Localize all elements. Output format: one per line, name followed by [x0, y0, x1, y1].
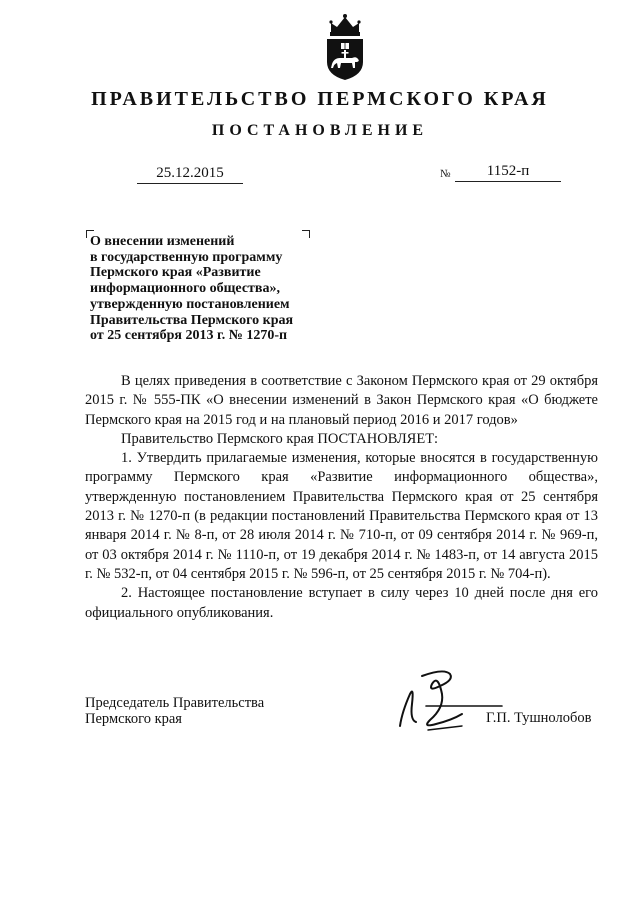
- signer-position-line-2: Пермского края: [85, 711, 182, 727]
- subject-line: утвержденную постановлением: [90, 296, 290, 312]
- coat-of-arms-icon: [322, 12, 368, 82]
- item-2-paragraph: 2. Настоящее постановление вступает в силу через 10 дней после дня его официального опубликования.: [85, 585, 598, 621]
- document-type: ПОСТАНОВЛЕНИЕ: [211, 122, 429, 139]
- item-1-paragraph: 1. Утвердить прилагаемые изменения, которые вносятся в государственную программу Пермского края «Развитие информационного общества», утвержденную постановлением Правительства Пермского края от 25 сентября 2013 г. № 1270-п (в редакции постановлений Правительства Пермского края от 13 января 2014 г. № 8-п, от 28 июля 2014 г. № 710-п, от 09 сентября 2014 г. № 969-п, от 03 октября 2014 г. № 1110-п, от 19 декабря 2014 г. № 1483-п, от 14 августа 2015 г. № 532-п, от 04 сентября 2015 г. № 596-п, от 25 сентября 2015 г. № 704-п).: [85, 450, 598, 582]
- preamble-paragraph: В целях приведения в соответствие с Законом Пермского края от 29 октября 2015 г. № 555-ПК «О внесении изменений в Закон Пермского края «О бюджете Пермского края на 2015 год и на плановый период 2016 и 2017 годов»: [85, 373, 598, 428]
- subject-line: информационного общества»,: [90, 281, 280, 297]
- signer-position-line-1: Председатель Правительства: [85, 695, 265, 711]
- resolves-paragraph: Правительство Пермского края ПОСТАНОВЛЯЕТ:: [121, 430, 439, 447]
- subject-line: Пермского края «Развитие: [90, 265, 261, 281]
- document-number: 1152-п: [455, 162, 561, 182]
- subject-line: О внесении изменений: [90, 234, 235, 249]
- number-sign: №: [440, 168, 451, 180]
- signer-name: Г.П. Тушнолобов: [486, 710, 592, 726]
- government-title: ПРАВИТЕЛЬСТВО ПЕРМСКОГО КРАЯ: [91, 88, 549, 110]
- document-subject: [90, 234, 330, 344]
- document-body: [85, 372, 598, 623]
- subject-line: в государственную программу: [90, 249, 283, 265]
- subject-line: Правительства Пермского края: [90, 312, 294, 328]
- subject-line: от 25 сентября 2013 г. № 1270-п: [90, 328, 288, 344]
- signer-position: [85, 695, 264, 727]
- document-date: 25.12.2015: [137, 164, 243, 184]
